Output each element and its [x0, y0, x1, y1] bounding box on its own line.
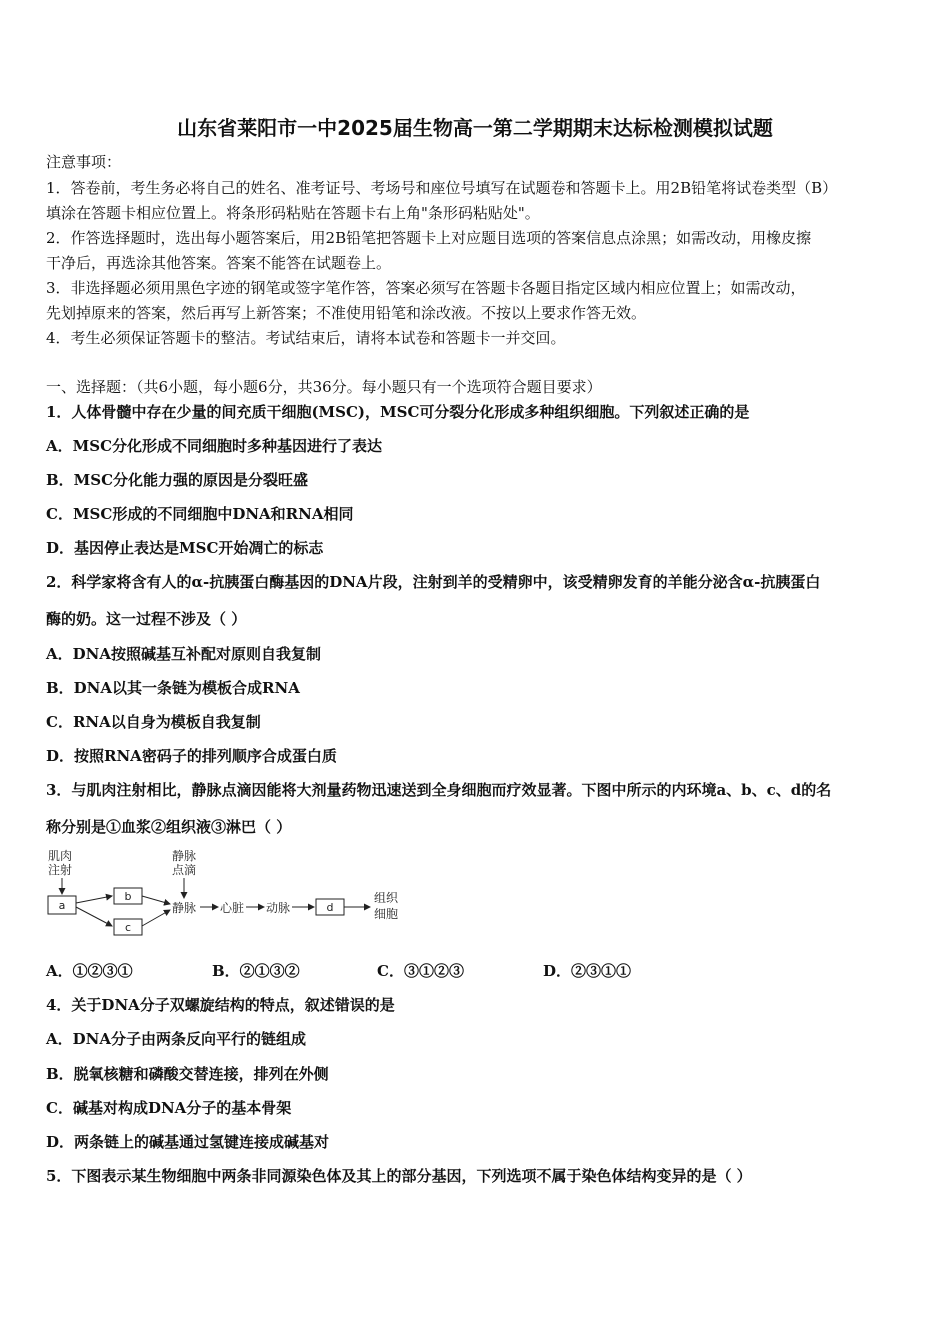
- q4-option-b: B．脱氧核糖和磷酸交替连接，排列在外侧: [46, 1065, 329, 1083]
- heart-label: 心脏: [220, 901, 245, 915]
- page-title: 山东省莱阳市一中2025届生物高一第二学期期末达标检测模拟试题: [177, 116, 773, 140]
- q3-option-d: D．②③①①: [543, 962, 632, 980]
- circulation-diagram: [44, 846, 414, 946]
- vein-label: 静脉: [172, 901, 197, 915]
- notice-line: 先划掉原来的答案，然后再写上新答案；不准使用铅笔和涂改液。不按以上要求作答无效。: [46, 304, 647, 322]
- box-d-label: d: [326, 901, 334, 914]
- q2-stem-line1: 2．科学家将含有人的α-抗胰蛋白酶基因的DNA片段，注射到羊的受精卵中，该受精卵发育的羊能分泌含α-抗胰蛋白: [46, 573, 821, 591]
- q2-option-d: D．按照RNA密码子的排列顺序合成蛋白质: [46, 747, 337, 765]
- iv-drip-label: 静脉: [172, 849, 197, 863]
- q1-option-c: C．MSC形成的不同细胞中DNA和RNA相同: [46, 505, 354, 523]
- q3-option-a: A．①②③①: [46, 962, 133, 980]
- tissue-cell-label: 组织: [374, 891, 399, 905]
- q4-option-a: A．DNA分子由两条反向平行的链组成: [46, 1030, 306, 1048]
- box-b-label: b: [124, 890, 132, 903]
- q4-option-d: D．两条链上的碱基通过氢键连接成碱基对: [46, 1133, 330, 1151]
- box-a-label: a: [58, 899, 66, 912]
- q4-option-c: C．碱基对构成DNA分子的基本骨架: [46, 1099, 292, 1117]
- q1-stem: 1．人体骨髓中存在少量的间充质干细胞(MSC)，MSC可分裂分化形成多种组织细胞。下列叙述正确的是: [46, 403, 750, 421]
- q3-stem-line2: 称分别是①血浆②组织液③淋巴（ ）: [46, 818, 292, 836]
- q4-stem: 4．关于DNA分子双螺旋结构的特点，叙述错误的是: [46, 996, 395, 1014]
- notice-line: 4．考生必须保证答题卡的整洁。考试结束后，请将本试卷和答题卡一并交回。: [46, 329, 566, 347]
- iv-drip-label: 点滴: [172, 863, 197, 877]
- q1-option-d: D．基因停止表达是MSC开始凋亡的标志: [46, 539, 324, 557]
- section-header: 一、选择题：（共6小题，每小题6分，共36分。每小题只有一个选项符合题目要求）: [46, 378, 602, 396]
- q3-option-b: B．②①③②: [212, 962, 300, 980]
- muscle-injection-label: 肌肉: [48, 849, 73, 863]
- q2-option-c: C．RNA以自身为模板自我复制: [46, 713, 261, 731]
- notice-line: 3．非选择题必须用黑色字迹的钢笔或签字笔作答，答案必须写在答题卡各题目指定区域内相应位置上；如需改动，: [46, 279, 806, 297]
- q1-option-a: A．MSC分化形成不同细胞时多种基因进行了表达: [46, 437, 383, 455]
- notice-heading: 注意事项：: [46, 153, 122, 171]
- q3-stem-line1: 3．与肌肉注射相比，静脉点滴因能将大剂量药物迅速送到全身细胞而疗效显著。下图中所示的内环境a、b、c、d的名: [46, 781, 832, 799]
- box-c-label: c: [124, 921, 132, 934]
- notice-line: 2．作答选择题时，选出每小题答案后，用2B铅笔把答题卡上对应题目选项的答案信息点涂黑；如需改动，用橡皮擦: [46, 229, 812, 247]
- notice-line: 1．答卷前，考生务必将自己的姓名、准考证号、考场号和座位号填写在试题卷和答题卡上。用2B铅笔将试卷类型（B）: [46, 179, 838, 197]
- q2-stem-line2: 酶的奶。这一过程不涉及（ ）: [46, 610, 247, 628]
- q2-option-a: A．DNA按照碱基互补配对原则自我复制: [46, 645, 321, 663]
- q2-option-b: B．DNA以其一条链为模板合成RNA: [46, 679, 300, 697]
- artery-label: 动脉: [266, 901, 291, 915]
- q1-option-b: B．MSC分化能力强的原因是分裂旺盛: [46, 471, 309, 489]
- notice-line: 填涂在答题卡相应位置上。将条形码粘贴在答题卡右上角"条形码粘贴处"。: [46, 204, 540, 222]
- tissue-cell-label: 细胞: [374, 907, 399, 921]
- q3-option-c: C．③①②③: [377, 962, 464, 980]
- muscle-injection-label: 注射: [48, 863, 73, 877]
- q5-stem: 5．下图表示某生物细胞中两条非同源染色体及其上的部分基因，下列选项不属于染色体结构变异的是（ ）: [46, 1167, 752, 1185]
- notice-line: 干净后，再选涂其他答案。答案不能答在试题卷上。: [46, 254, 392, 272]
